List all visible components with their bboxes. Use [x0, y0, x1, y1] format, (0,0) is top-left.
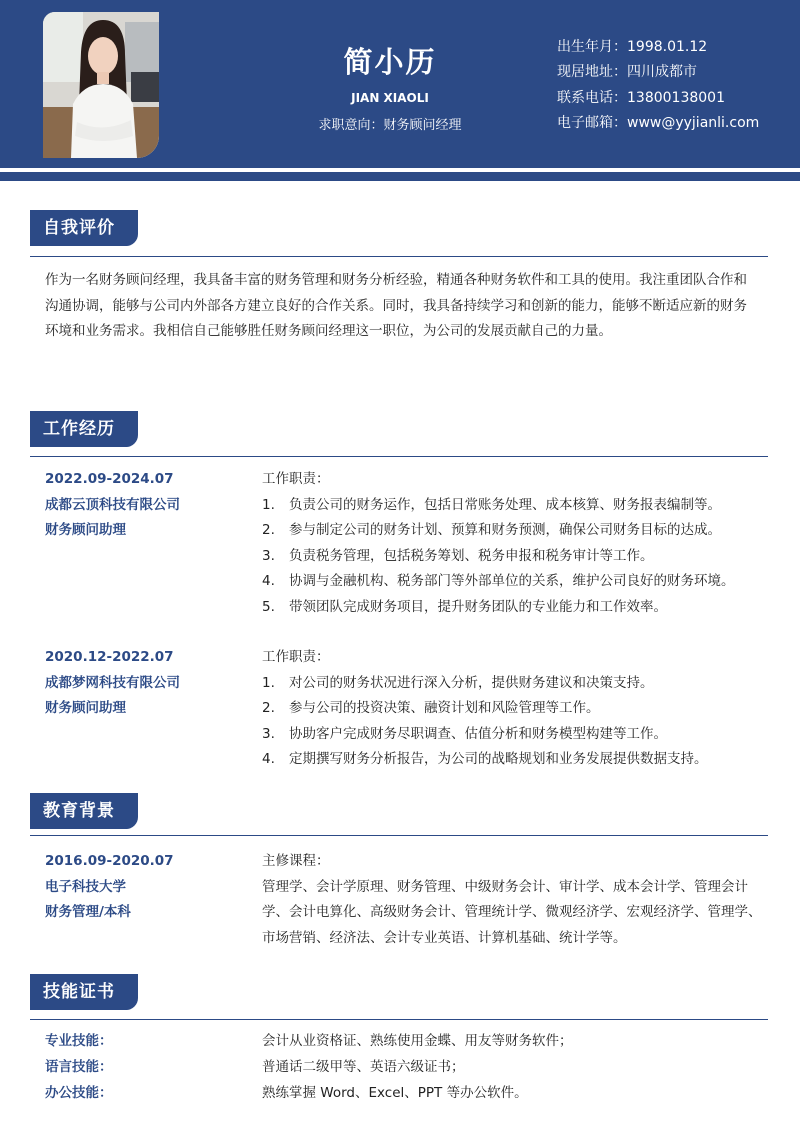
work-role: 财务顾问助理 [45, 522, 126, 539]
header-divider [0, 172, 800, 181]
section-title-skills: 技能证书 [30, 974, 138, 1010]
work-entry-2-meta [45, 645, 245, 722]
duty-item: 4. 定期撰写财务分析报告，为公司的战略规划和业务发展提供数据支持。 [262, 751, 708, 768]
skill-row [45, 1055, 765, 1081]
work-company: 成都云顶科技有限公司 [45, 496, 180, 513]
skill-value: 熟练掌握 Word、Excel、PPT 等办公软件。 [262, 1085, 528, 1101]
contact-address: 现居地址：四川成都市 [557, 64, 697, 81]
duty-label: 工作职责： [262, 649, 330, 665]
work-entry-2-duties [262, 645, 772, 773]
education-date: 2016.09-2020.07 [45, 853, 174, 869]
skill-key: 专业技能： [45, 1033, 113, 1049]
section-divider [30, 835, 768, 836]
contact-phone: 联系电话：13800138001 [557, 89, 725, 106]
duty-item: 1. 对公司的财务状况进行深入分析，提供财务建议和决策支持。 [262, 674, 654, 691]
skill-value: 普通话二级甲等、英语六级证书； [262, 1059, 465, 1075]
duty-item: 4. 协调与金融机构、税务部门等外部单位的关系，维护公司良好的财务环境。 [262, 573, 735, 590]
contact-birth: 出生年月：1998.01.12 [557, 39, 708, 55]
education-school: 电子科技大学 [45, 878, 126, 895]
duty-item: 2. 参与制定公司的财务计划、预算和财务预测，确保公司财务目标的达成。 [262, 522, 721, 539]
candidate-pinyin: JIAN XIAOLI [351, 91, 429, 105]
skill-key: 语言技能： [45, 1059, 113, 1075]
section-title-self: 自我评价 [30, 210, 138, 246]
education-major: 财务管理/本科 [45, 904, 131, 921]
duty-item: 1. 负责公司的财务运作，包括日常账务处理、成本核算、财务报表编制等。 [262, 496, 721, 513]
duty-item: 5. 带领团队完成财务项目，提升财务团队的专业能力和工作效率。 [262, 598, 667, 615]
contact-info [557, 38, 759, 139]
section-title-work: 工作经历 [30, 411, 138, 447]
section-divider [30, 1019, 768, 1020]
job-objective: 求职意向：财务顾问经理 [318, 118, 462, 133]
candidate-name: 简小历 [343, 45, 437, 79]
duty-item: 3. 负责税务管理，包括税务筹划、税务申报和税务审计等工作。 [262, 547, 654, 564]
skill-key: 办公技能： [45, 1085, 113, 1101]
work-entry-1-duties [262, 467, 772, 621]
contact-email: 电子邮箱：www@yyjianli.com [557, 114, 760, 131]
self-evaluation-text: 作为一名财务顾问经理，我具备丰富的财务管理和财务分析经验，精通各种财务软件和工具的使用。我注重团队合作和沟通协调，能够与公司内外部各方建立良好的合作关系。同时，我具备持续学习和创新的能力，能够不断适应新的财务环境和业务需求。我相信自己能够胜任财务顾问经理这一职位，为公司的发展贡献自己的力量。 [45, 272, 747, 340]
skill-row [45, 1029, 765, 1055]
profile-photo [43, 12, 159, 158]
duty-label: 工作职责： [262, 471, 330, 487]
work-entry-1-meta [45, 467, 245, 544]
work-role: 财务顾问助理 [45, 700, 126, 717]
section-divider [30, 456, 768, 457]
course-list: 管理学、会计学原理、财务管理、中级财务会计、审计学、成本会计学、管理会计学、会计电算化、高级财务会计、管理统计学、微观经济学、宏观经济学、管理学、市场营销、经济法、会计专业英语、计算机基础、统计学等。 [262, 878, 762, 946]
skill-row [45, 1081, 765, 1107]
section-title-education: 教育背景 [30, 793, 138, 829]
work-company: 成都梦网科技有限公司 [45, 674, 180, 691]
course-label: 主修课程： [262, 853, 330, 869]
section-divider [30, 256, 768, 257]
education-meta [45, 849, 245, 926]
skill-value: 会计从业资格证、熟练使用金蝶、用友等财务软件； [262, 1033, 573, 1049]
education-courses [262, 849, 768, 951]
work-date: 2020.12-2022.07 [45, 649, 174, 665]
work-date: 2022.09-2024.07 [45, 471, 174, 487]
duty-item: 3. 协助客户完成财务尽职调查、估值分析和财务模型构建等工作。 [262, 725, 667, 742]
duty-item: 2. 参与公司的投资决策、融资计划和风险管理等工作。 [262, 700, 600, 717]
